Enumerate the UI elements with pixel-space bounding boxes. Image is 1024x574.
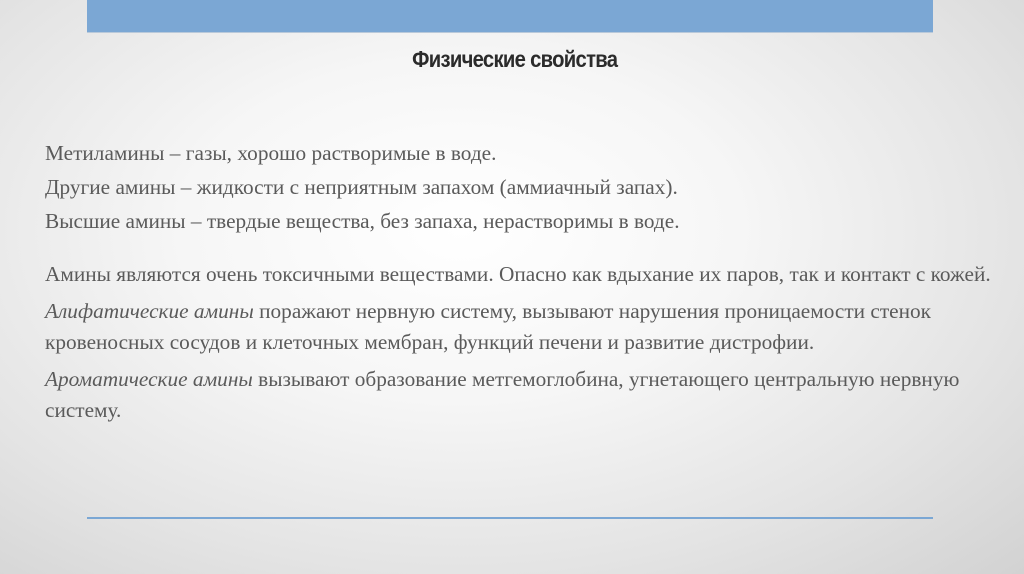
- aromatic-amines-term: Ароматические амины: [45, 367, 253, 391]
- aliphatic-amines-text: поражают нервную систему, вызывают нарушения проницаемости стенок кровеносных сосудов и клеточных мембран, функций печени и развитие дистрофии.: [45, 299, 931, 354]
- bottom-accent-line: [87, 517, 933, 519]
- paragraph-higher-amines: Высшие амины – твердые вещества, без запаха, нерастворимы в воде.: [45, 209, 680, 233]
- top-accent-bar: [87, 0, 933, 33]
- paragraph-methylamines: Метиламины – газы, хорошо растворимые в воде.: [45, 141, 497, 165]
- paragraph-aromatic-amines: [45, 364, 995, 426]
- paragraph-aliphatic-amines: [45, 296, 995, 358]
- aliphatic-amines-term: Алифатические амины: [45, 299, 254, 323]
- slide-body: [45, 138, 995, 426]
- aromatic-amines-text: вызывают образование метгемоглобина, угнетающего центральную нервную систему.: [45, 367, 960, 422]
- slide-title: Физические свойства: [412, 46, 618, 72]
- paragraph-other-amines: Другие амины – жидкости с неприятным запахом (аммиачный запах).: [45, 175, 678, 199]
- paragraph-toxicity: Амины являются очень токсичными веществами. Опасно как вдыхание их паров, так и контакт с кожей.: [45, 262, 991, 286]
